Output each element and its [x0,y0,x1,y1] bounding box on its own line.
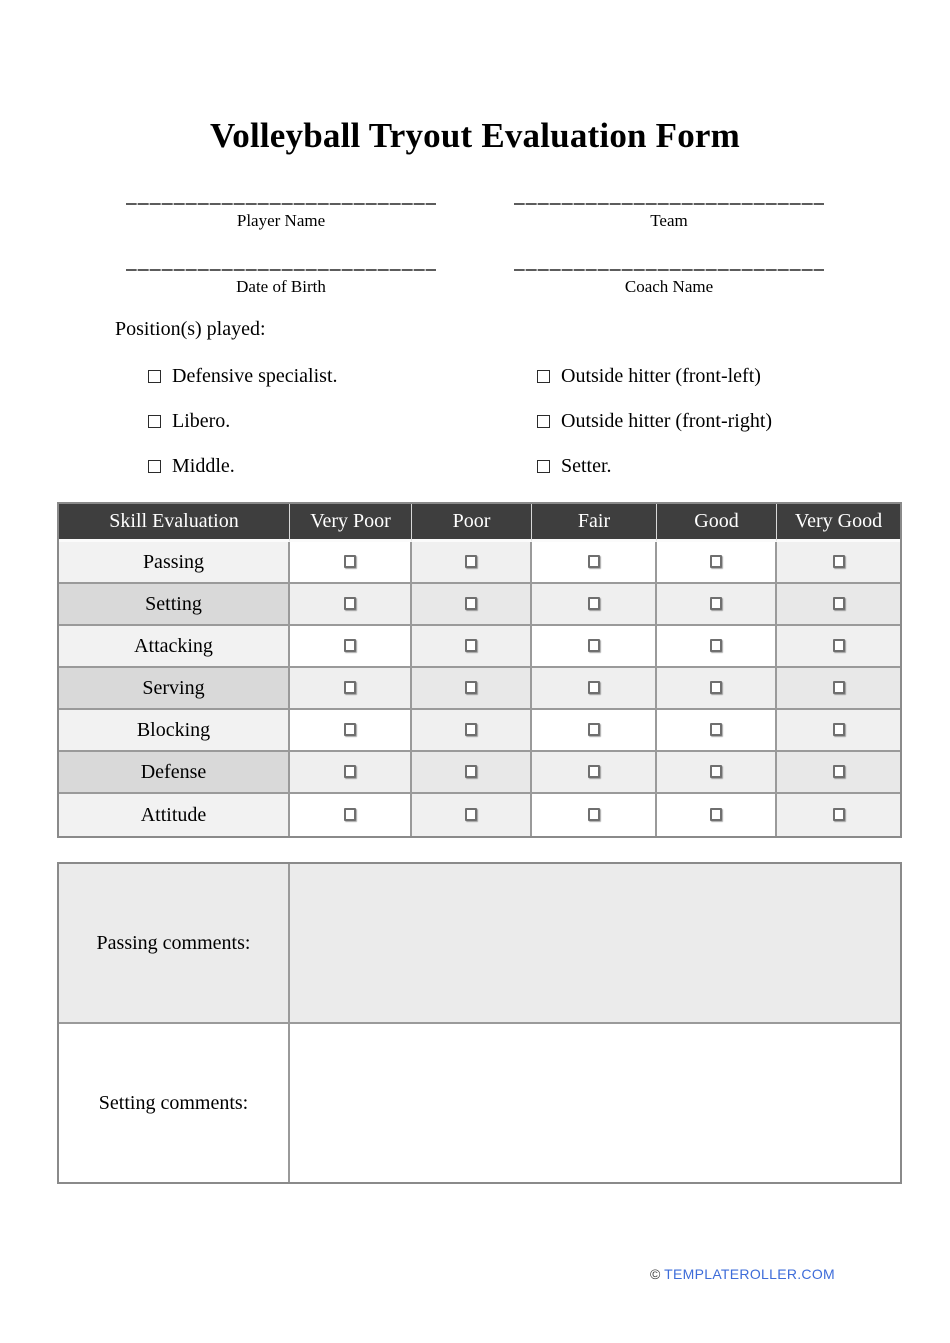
position-label: Outside hitter (front-left) [561,364,761,387]
rating-cell [777,626,900,668]
skill-label: Passing [59,542,290,584]
checkbox-attitude-fair[interactable] [588,808,600,821]
rating-cell [657,668,777,710]
position-option-outside-hitter-front-right [537,411,772,431]
passing-comments-row [59,864,900,1024]
player-name-blank-line[interactable] [126,203,436,205]
player-name-label: Player Name [236,211,326,230]
rating-cell [290,626,412,668]
checkbox-attacking-fair[interactable] [588,639,600,652]
rating-cell [532,584,657,626]
skill-row-attacking [59,626,900,668]
checkbox-defense-poor[interactable] [465,765,477,778]
checkbox-outside-hitter-front-left[interactable] [537,370,550,383]
rating-cell [412,794,532,836]
team-label: Team [650,211,688,230]
passing-comments-area[interactable] [290,864,900,1024]
position-label: Libero. [172,409,231,432]
rating-cell [532,752,657,794]
date-of-birth-field [126,269,436,297]
position-label: Outside hitter (front-right) [561,409,773,432]
rating-cell [412,626,532,668]
coach-name-label: Coach Name [624,277,714,296]
column-header-poor: Poor [412,504,532,542]
rating-cell [532,710,657,752]
rating-cell [290,584,412,626]
setting-comments-label: Setting comments: [59,1024,290,1182]
skill-evaluation-table [57,502,902,838]
checkbox-attacking-good[interactable] [710,639,722,652]
checkbox-serving-good[interactable] [710,681,722,694]
positions-right-column [537,366,772,476]
column-header-good: Good [657,504,777,542]
checkbox-serving-very-good[interactable] [833,681,845,694]
footer [0,1266,950,1282]
templateroller-link[interactable]: TEMPLATEROLLER.COM [664,1266,835,1282]
checkbox-blocking-very-poor[interactable] [344,723,356,736]
team-blank-line[interactable] [514,203,824,205]
checkbox-setting-very-poor[interactable] [344,597,356,610]
skill-row-defense [59,752,900,794]
rating-cell [777,542,900,584]
checkbox-passing-very-poor[interactable] [344,555,356,568]
column-header-very-good: Very Good [777,504,900,542]
rating-cell [657,794,777,836]
checkbox-blocking-fair[interactable] [588,723,600,736]
skill-row-blocking [59,710,900,752]
comments-table [57,862,902,1184]
checkbox-passing-very-good[interactable] [833,555,845,568]
position-option-middle [148,456,537,476]
checkbox-libero[interactable] [148,415,161,428]
fill-in-fields [0,203,950,297]
checkbox-middle[interactable] [148,460,161,473]
setting-comments-row [59,1024,900,1182]
checkbox-setter[interactable] [537,460,550,473]
position-label: Middle. [172,454,235,477]
checkbox-outside-hitter-front-right[interactable] [537,415,550,428]
skill-label: Attitude [59,794,290,836]
position-option-outside-hitter-front-left [537,366,772,386]
positions-heading: Position(s) played: [115,318,266,340]
rating-cell [777,752,900,794]
skill-label: Defense [59,752,290,794]
checkbox-setting-very-good[interactable] [833,597,845,610]
checkbox-defense-fair[interactable] [588,765,600,778]
position-label: Setter. [561,454,612,477]
checkbox-defense-good[interactable] [710,765,722,778]
skill-row-serving [59,668,900,710]
column-header-skill-evaluation: Skill Evaluation [59,504,290,542]
checkbox-attacking-very-good[interactable] [833,639,845,652]
skill-row-attitude [59,794,900,836]
rating-cell [412,584,532,626]
checkbox-blocking-poor[interactable] [465,723,477,736]
rating-cell [777,584,900,626]
rating-cell [290,752,412,794]
checkbox-serving-fair[interactable] [588,681,600,694]
coach-name-field [514,269,824,297]
rating-cell [290,668,412,710]
skill-label: Attacking [59,626,290,668]
rating-cell [412,710,532,752]
skill-label: Blocking [59,710,290,752]
rating-cell [290,542,412,584]
checkbox-attitude-very-good[interactable] [833,808,845,821]
rating-cell [657,710,777,752]
positions-list [148,366,950,476]
position-option-defensive-specialist [148,366,537,386]
checkbox-attacking-poor[interactable] [465,639,477,652]
checkbox-defense-very-poor[interactable] [344,765,356,778]
checkbox-blocking-very-good[interactable] [833,723,845,736]
checkbox-defensive-specialist[interactable] [148,370,161,383]
checkbox-passing-poor[interactable] [465,555,477,568]
passing-comments-label: Passing comments: [59,864,290,1024]
player-name-field [126,203,436,231]
checkbox-blocking-good[interactable] [710,723,722,736]
skill-label: Serving [59,668,290,710]
checkbox-serving-poor[interactable] [465,681,477,694]
checkbox-setting-fair[interactable] [588,597,600,610]
rating-cell [777,668,900,710]
rating-cell [777,794,900,836]
column-header-very-poor: Very Poor [290,504,412,542]
team-field [514,203,824,231]
checkbox-passing-fair[interactable] [588,555,600,568]
checkbox-setting-poor[interactable] [465,597,477,610]
rating-cell [532,794,657,836]
rating-cell [657,752,777,794]
rating-cell [290,794,412,836]
rating-cell [657,584,777,626]
page-title: Volleyball Tryout Evaluation Form [209,116,741,155]
rating-cell [412,542,532,584]
copyright-symbol: © [649,1266,661,1282]
position-option-setter [537,456,772,476]
rating-cell [290,710,412,752]
checkbox-attitude-very-poor[interactable] [344,808,356,821]
skill-row-passing [59,542,900,584]
position-option-libero [148,411,537,431]
positions-left-column [148,366,537,476]
checkbox-attacking-very-poor[interactable] [344,639,356,652]
checkbox-passing-good[interactable] [710,555,722,568]
rating-cell [412,668,532,710]
skill-table-header-row [59,504,900,542]
rating-cell [412,752,532,794]
setting-comments-area[interactable] [290,1024,900,1182]
skill-label: Setting [59,584,290,626]
checkbox-setting-good[interactable] [710,597,722,610]
checkbox-serving-very-poor[interactable] [344,681,356,694]
date-of-birth-blank-line[interactable] [126,269,436,271]
rating-cell [532,668,657,710]
coach-name-blank-line[interactable] [514,269,824,271]
rating-cell [657,626,777,668]
checkbox-attitude-poor[interactable] [465,808,477,821]
rating-cell [532,542,657,584]
rating-cell [657,542,777,584]
checkbox-attitude-good[interactable] [710,808,722,821]
position-label: Defensive specialist. [172,364,338,387]
checkbox-defense-very-good[interactable] [833,765,845,778]
column-header-fair: Fair [532,504,657,542]
rating-cell [532,626,657,668]
rating-cell [777,710,900,752]
skill-row-setting [59,584,900,626]
date-of-birth-label: Date of Birth [236,277,326,296]
